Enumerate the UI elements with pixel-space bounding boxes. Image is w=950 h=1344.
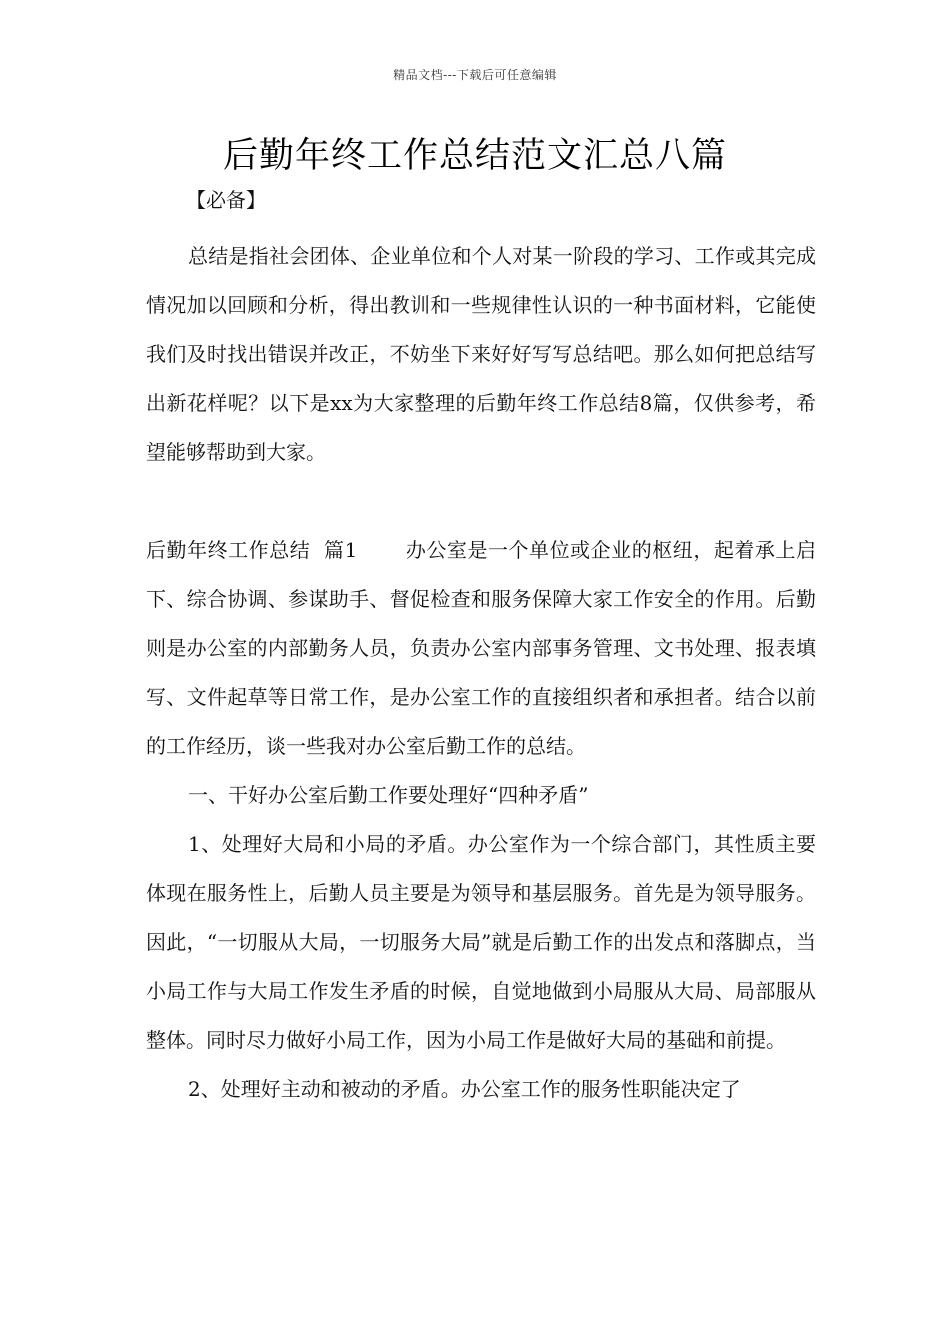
header-note: 精品文档---下载后可任意编辑 (393, 68, 557, 82)
paragraph-spacer (146, 477, 816, 526)
point-heading: 一、干好办公室后勤工作要处理好“四种矛盾” (188, 783, 589, 807)
document-title: 后勤年终工作总结范文汇总八篇 (222, 136, 727, 176)
document-subtitle: 【必备】 (186, 188, 266, 212)
document-body (146, 232, 816, 1114)
point-1-paragraph: 1、处理好大局和小局的矛盾。办公室作为一个综合部门，其性质主要体现在服务性上，后勤人员主要是为领导和基层服务。首先是为领导服务。因此，“一切服从大局，一切服务大局”就是后勤工作的出发点和落脚点，当小局工作与大局工作发生矛盾的时候，自觉地做到小局服从大局、局部服从整体。同时尽力做好小局工作，因为小局工作是做好大局的基础和前提。 (146, 832, 816, 1052)
intro-paragraph: 总结是指社会团体、企业单位和个人对某一阶段的学习、工作或其完成情况加以回顾和分析，得出教训和一些规律性认识的一种书面材料，它能使我们及时找出错误并改正，不妨坐下来好好写写总结吧。那么如何把总结写出新花样呢？以下是xx为大家整理的后勤年终工作总结8篇，仅供参考，希望能够帮助到大家。 (146, 244, 816, 464)
point-2-paragraph: 2、处理好主动和被动的矛盾。办公室工作的服务性职能决定了 (188, 1077, 741, 1101)
section-1-text: 办公室是一个单位或企业的枢纽，起着承上启下、综合协调、参谋助手、督促检查和服务保障大家工作安全的作用。后勤则是办公室的内部勤务人员，负责办公室内部事务管理、文书处理、报表填写、文件起草等日常工作，是办公室工作的直接组织者和承担者。结合以前的工作经历，谈一些我对办公室后勤工作的总结。 (146, 538, 816, 758)
section-1-heading: 后勤年终工作总结 篇1 (146, 538, 358, 562)
section-1-paragraph (146, 526, 816, 771)
